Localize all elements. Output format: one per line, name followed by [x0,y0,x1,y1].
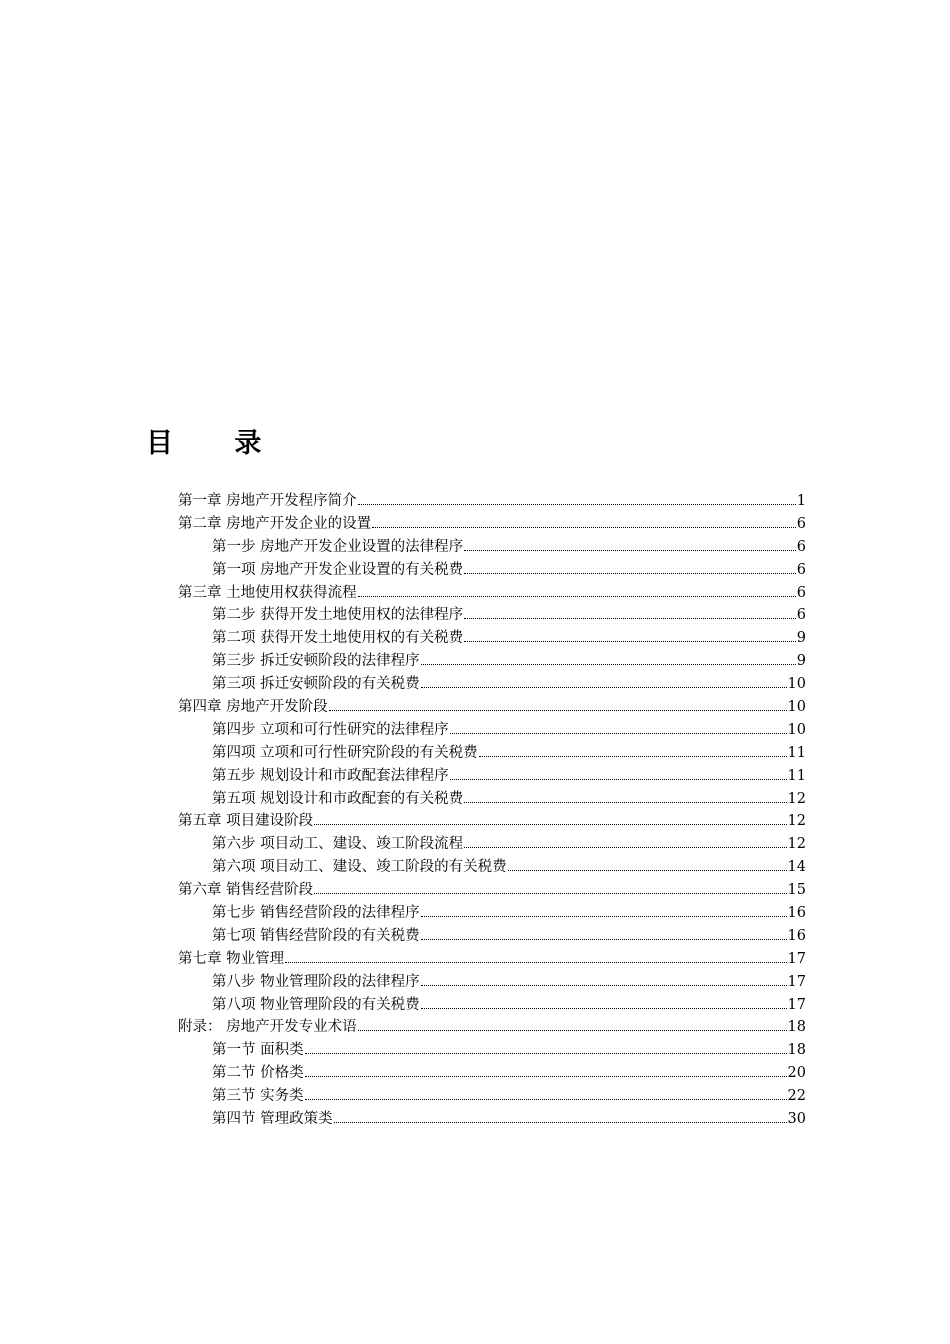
toc-subentry[interactable] [178,673,806,696]
toc-entry-label: 第三项 拆迁安顿阶段的有关税费 [212,676,420,693]
toc-subentry[interactable] [178,536,806,559]
toc-page-number: 18 [787,1019,806,1036]
toc-page-number: 17 [787,973,806,990]
toc-dot-leader [450,722,787,734]
toc-entry-label: 第八项 物业管理阶段的有关税费 [212,996,420,1013]
toc-dot-leader [421,996,787,1008]
toc-page-number: 15 [787,882,806,899]
toc-subentry[interactable] [178,604,806,627]
toc-dot-leader [372,516,796,528]
toc-entry-label: 第六章 销售经营阶段 [178,882,314,899]
toc-entry[interactable] [178,1016,806,1039]
toc-entry-label: 第一项 房地产开发企业设置的有关税费 [212,561,464,578]
toc-page-number: 20 [787,1065,806,1082]
toc-subentry[interactable] [178,1062,806,1085]
toc-page-number: 17 [787,996,806,1013]
toc-dot-leader [421,676,787,688]
toc-dot-leader [464,790,786,802]
toc-dot-leader [329,699,787,711]
toc-page-number: 10 [787,699,806,716]
toc-dot-leader [464,538,796,550]
toc-page-number: 12 [787,790,806,807]
toc-dot-leader [421,905,787,917]
toc-subentry[interactable] [178,559,806,582]
toc-page-number: 30 [787,1111,806,1128]
toc-page-number: 9 [796,630,806,647]
toc-dot-leader [305,1088,787,1100]
toc-entry-label: 第四项 立项和可行性研究阶段的有关税费 [212,744,478,761]
toc-entry-label: 第五项 规划设计和市政配套的有关税费 [212,790,464,807]
toc-entry-label: 第五步 规划设计和市政配套法律程序 [212,767,449,784]
toc-subentry[interactable] [178,971,806,994]
toc-entry-label: 第七章 物业管理 [178,950,285,967]
toc-entry[interactable] [178,810,806,833]
toc-subentry[interactable] [178,833,806,856]
toc-dot-leader [464,607,796,619]
toc-entry[interactable] [178,513,806,536]
toc-entry-label: 第七步 销售经营阶段的法律程序 [212,905,420,922]
toc-subentry[interactable] [178,902,806,925]
toc-subentry[interactable] [178,765,806,788]
toc-page-number: 1 [796,493,806,509]
toc-entry-label: 第五章 项目建设阶段 [178,813,314,830]
toc-page-number: 22 [787,1088,806,1105]
toc-page-number: 6 [796,584,806,601]
toc-dot-leader [421,973,787,985]
toc-page-number: 10 [787,721,806,738]
toc-subentry[interactable] [178,719,806,742]
toc-dot-leader [358,493,796,505]
toc-page-number: 11 [787,744,806,761]
table-of-contents [178,490,806,1131]
toc-entry[interactable] [178,582,806,605]
toc-entry-label: 第二章 房地产开发企业的设置 [178,515,372,532]
toc-page-number: 17 [787,950,806,967]
toc-entry-label: 第一章 房地产开发程序简介 [178,493,357,509]
toc-page-number: 9 [796,653,806,670]
toc-dot-leader [421,653,796,665]
toc-subentry[interactable] [178,742,806,765]
toc-entry-label: 第一节 面积类 [212,1042,304,1059]
toc-subentry[interactable] [178,1039,806,1062]
toc-entry-label: 第八步 物业管理阶段的法律程序 [212,973,420,990]
toc-page-number: 14 [787,859,806,876]
toc-entry-label: 第七项 销售经营阶段的有关税费 [212,927,420,944]
toc-entry-label: 第六项 项目动工、建设、竣工阶段的有关税费 [212,859,507,876]
toc-page-number: 11 [787,767,806,784]
toc-dot-leader [421,928,787,940]
toc-page-number: 10 [787,676,806,693]
toc-entry[interactable] [178,696,806,719]
toc-page-number: 6 [796,607,806,624]
toc-dot-leader [464,630,796,642]
toc-entry-label: 第二项 获得开发土地使用权的有关税费 [212,630,464,647]
toc-subentry[interactable] [178,994,806,1017]
toc-entry-label: 第三步 拆迁安顿阶段的法律程序 [212,653,420,670]
toc-entry-label: 第三节 实务类 [212,1088,304,1105]
toc-entry-label: 第四步 立项和可行性研究的法律程序 [212,721,449,738]
toc-dot-leader [314,882,786,894]
toc-page-number: 6 [796,561,806,578]
toc-entry[interactable] [178,948,806,971]
toc-subentry[interactable] [178,1085,806,1108]
toc-dot-leader [450,767,787,779]
toc-dot-leader [479,745,787,757]
toc-page-number: 16 [787,927,806,944]
toc-dot-leader [358,584,796,596]
toc-subentry[interactable] [178,856,806,879]
toc-title: 目 录 [146,428,288,459]
toc-dot-leader [314,813,786,825]
toc-page-number: 18 [787,1042,806,1059]
toc-page-number: 12 [787,836,806,853]
toc-dot-leader [464,836,786,848]
toc-page-number: 6 [796,538,806,555]
toc-dot-leader [508,859,787,871]
toc-entry-label: 第四节 管理政策类 [212,1111,333,1128]
toc-entry-label: 第四章 房地产开发阶段 [178,699,328,716]
toc-page-number: 12 [787,813,806,830]
toc-dot-leader [358,1019,787,1031]
toc-subentry[interactable] [178,1108,806,1131]
toc-dot-leader [285,951,786,963]
toc-subentry[interactable] [178,925,806,948]
toc-subentry[interactable] [178,627,806,650]
toc-entry[interactable] [178,490,806,513]
toc-entry-label: 第一步 房地产开发企业设置的法律程序 [212,538,464,555]
toc-page-number: 6 [796,515,806,532]
toc-entry-label: 第二节 价格类 [212,1065,304,1082]
toc-dot-leader [305,1065,787,1077]
toc-page-number: 16 [787,905,806,922]
toc-dot-leader [464,561,796,573]
toc-entry-label: 第三章 土地使用权获得流程 [178,584,357,601]
toc-entry-label: 第六步 项目动工、建设、竣工阶段流程 [212,836,464,853]
toc-dot-leader [334,1111,787,1123]
toc-entry[interactable] [178,879,806,902]
toc-dot-leader [305,1042,787,1054]
toc-entry-label: 第二步 获得开发土地使用权的法律程序 [212,607,464,624]
toc-subentry[interactable] [178,650,806,673]
toc-subentry[interactable] [178,788,806,811]
toc-entry-label: 附录： 房地产开发专业术语 [178,1019,357,1036]
